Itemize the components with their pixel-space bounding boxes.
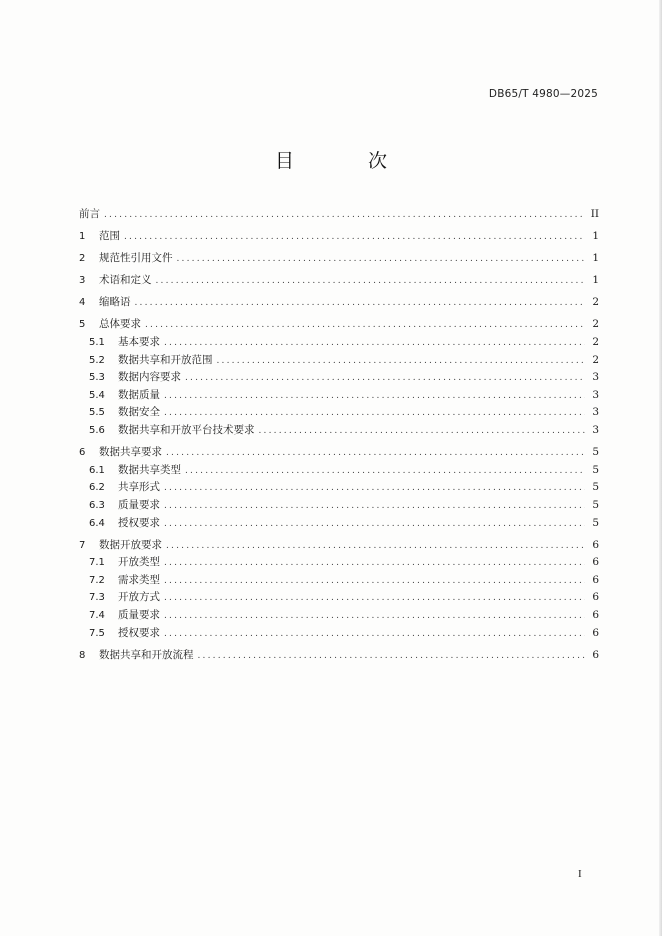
toc-entry-title: 范围 [99, 230, 120, 243]
toc-entry[interactable] [79, 334, 599, 352]
toc-dot-leader [164, 483, 585, 493]
toc-entry-title: 开放类型 [118, 556, 160, 569]
toc-entry-title: 数据共享和开放平台技术要求 [118, 424, 255, 437]
toc-entry-page: 2 [592, 296, 599, 309]
toc-entry-page: 6 [592, 556, 599, 569]
toc-entry-title: 缩略语 [99, 296, 131, 309]
toc-entry-number: 5.3 [89, 372, 105, 384]
toc-dot-leader [164, 501, 585, 511]
toc-dot-leader [164, 558, 585, 568]
toc-entry-number: 6.3 [89, 499, 105, 511]
toc-entry-number: 8 [79, 649, 86, 661]
toc-entry[interactable] [79, 497, 599, 515]
toc-entry-number: 6 [79, 447, 86, 459]
toc-dot-leader [259, 426, 586, 436]
toc-entry-page: 1 [592, 252, 599, 265]
toc-entry[interactable] [79, 206, 599, 224]
toc-entry-title: 前言 [79, 208, 100, 220]
toc-entry-title: 术语和定义 [99, 274, 152, 287]
toc-entry-title: 数据共享和开放流程 [99, 648, 194, 661]
toc-entry-number: 7.5 [89, 627, 105, 639]
toc-entry-title: 数据安全 [118, 406, 160, 419]
toc-dot-leader [177, 254, 586, 264]
toc-entry-number: 6.2 [89, 482, 105, 494]
toc-dot-leader [164, 576, 585, 586]
toc-dot-leader [135, 298, 586, 308]
document-code: DB65/T 4980—2025 [488, 88, 598, 100]
toc-entry-number: 3 [79, 275, 86, 287]
toc-entry-number: 5.5 [89, 407, 105, 419]
toc-entry[interactable] [79, 479, 599, 497]
toc-dot-leader [164, 408, 585, 418]
toc-entry[interactable] [79, 625, 599, 643]
toc-entry-title: 质量要求 [118, 498, 160, 511]
toc-entry-page: 6 [592, 538, 599, 551]
toc-entry[interactable] [79, 387, 599, 405]
toc-entry-number: 5.6 [89, 425, 105, 437]
toc-entry-number: 7 [79, 539, 86, 551]
toc-entry-page: 5 [592, 516, 599, 529]
toc-entry-page: 5 [592, 481, 599, 494]
toc-entry-title: 质量要求 [118, 608, 160, 621]
toc-dot-leader [217, 356, 586, 366]
toc-entry-page: II [590, 208, 599, 220]
toc-entry-number: 7.4 [89, 609, 105, 621]
toc-entry-page: 6 [592, 591, 599, 604]
toc-entry-page: 3 [592, 424, 599, 437]
toc-entry-title: 数据内容要求 [118, 371, 181, 384]
toc-dot-leader [124, 232, 585, 242]
toc-entry-title: 规范性引用文件 [99, 252, 173, 265]
toc-entry[interactable] [79, 589, 599, 607]
page-title: 目 次 [274, 150, 422, 172]
toc-entry-number: 5.4 [89, 389, 105, 401]
toc-entry-number: 5.2 [89, 354, 105, 366]
toc-entry[interactable] [79, 369, 599, 387]
toc-entry-number: 1 [79, 231, 86, 243]
toc-dot-leader [164, 391, 585, 401]
toc-entry[interactable] [79, 462, 599, 480]
toc-entry[interactable] [79, 294, 599, 312]
toc-entry-number: 5.1 [89, 337, 105, 349]
toc-entry-number: 6.4 [89, 517, 105, 529]
toc-dot-leader [166, 541, 585, 551]
toc-entry[interactable] [79, 404, 599, 422]
toc-dot-leader [164, 519, 585, 529]
toc-entry[interactable] [79, 515, 599, 533]
toc-entry-title: 共享形式 [118, 481, 160, 494]
toc-dot-leader [156, 276, 586, 286]
toc-dot-leader [145, 320, 585, 330]
toc-dot-leader [185, 373, 585, 383]
toc-entry-title: 总体要求 [99, 318, 141, 331]
table-of-contents [79, 206, 599, 664]
toc-entry-title: 数据开放要求 [99, 538, 162, 551]
toc-dot-leader [185, 466, 585, 476]
toc-entry-page: 5 [592, 463, 599, 476]
toc-entry[interactable] [79, 250, 599, 268]
toc-entry-page: 1 [592, 230, 599, 243]
toc-entry-page: 3 [592, 388, 599, 401]
toc-entry-title: 授权要求 [118, 516, 160, 529]
toc-entry-title: 基本要求 [118, 336, 160, 349]
toc-dot-leader [164, 338, 585, 348]
toc-entry-page: 2 [592, 336, 599, 349]
toc-entry[interactable] [79, 647, 599, 665]
toc-entry-number: 7.3 [89, 592, 105, 604]
toc-entry[interactable] [79, 554, 599, 572]
toc-entry-title: 数据质量 [118, 388, 160, 401]
toc-entry-number: 7.2 [89, 574, 105, 586]
toc-entry-page: 3 [592, 371, 599, 384]
toc-entry-page: 6 [592, 608, 599, 621]
toc-entry[interactable] [79, 537, 599, 555]
toc-entry-page: 3 [592, 406, 599, 419]
toc-dot-leader [198, 651, 586, 661]
toc-dot-leader [166, 448, 585, 458]
toc-dot-leader [164, 629, 585, 639]
toc-entry-page: 6 [592, 626, 599, 639]
toc-entry-page: 1 [592, 274, 599, 287]
toc-entry[interactable] [79, 607, 599, 625]
toc-entry-title: 数据共享和开放范围 [118, 353, 213, 366]
toc-entry-page: 5 [592, 498, 599, 511]
page-number: I [578, 868, 582, 880]
toc-entry-number: 6.1 [89, 464, 105, 476]
toc-entry-page: 6 [592, 648, 599, 661]
toc-entry-number: 2 [79, 253, 86, 265]
toc-entry[interactable] [79, 272, 599, 290]
toc-entry-title: 数据共享类型 [118, 463, 181, 476]
toc-entry-number: 4 [79, 297, 86, 309]
toc-entry-title: 需求类型 [118, 573, 160, 586]
toc-entry-number: 7.1 [89, 557, 105, 569]
toc-entry-title: 授权要求 [118, 626, 160, 639]
toc-entry-page: 2 [592, 318, 599, 331]
toc-entry-title: 数据共享要求 [99, 446, 162, 459]
toc-entry-page: 6 [592, 573, 599, 586]
toc-entry-title: 开放方式 [118, 591, 160, 604]
toc-entry[interactable] [79, 572, 599, 590]
toc-entry-page: 2 [592, 353, 599, 366]
toc-entry[interactable] [79, 352, 599, 370]
toc-entry[interactable] [79, 316, 599, 334]
toc-dot-leader [164, 593, 585, 603]
toc-dot-leader [164, 611, 585, 621]
toc-entry-page: 5 [592, 446, 599, 459]
toc-entry[interactable] [79, 228, 599, 246]
toc-entry-number: 5 [79, 319, 86, 331]
toc-dot-leader [104, 210, 585, 220]
toc-entry[interactable] [79, 444, 599, 462]
toc-entry[interactable] [79, 422, 599, 440]
